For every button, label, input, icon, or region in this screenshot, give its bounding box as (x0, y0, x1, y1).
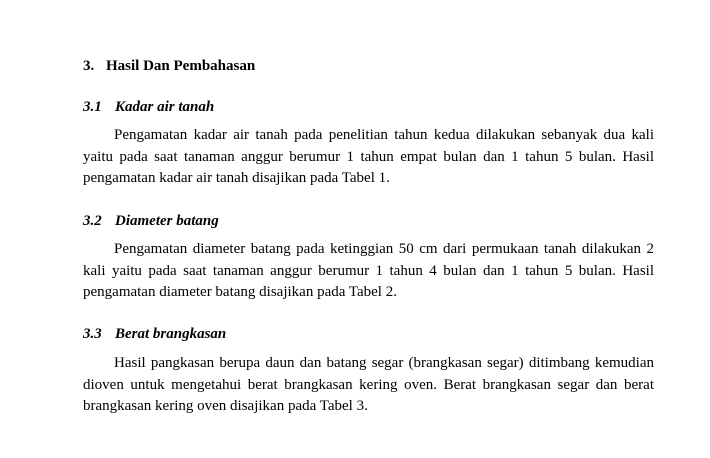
subsection-heading-3-3 (83, 324, 226, 344)
paragraph-berat-brangkasan: Hasil pangkasan berupa daun dan batang segar (brangkasan segar) ditimbang kemudian dioven untuk mengetahui berat brangkasan kering oven. Berat brangkasan segar dan berat brangkasan kering oven disajikan pada Tabel 3. (83, 355, 654, 414)
subsection-number: 3.2 (83, 213, 102, 229)
subsection-heading-3-1 (83, 97, 214, 117)
section-heading (83, 56, 255, 76)
section-heading-number: 3. (83, 58, 95, 74)
subsection-title: Kadar air tanah (115, 99, 215, 115)
subsection-title: Diameter batang (115, 213, 219, 229)
section-heading-title: Hasil Dan Pembahasan (106, 58, 256, 74)
subsection-title: Berat brangkasan (115, 326, 227, 342)
subsection-number: 3.1 (83, 99, 102, 115)
paragraph-diameter-batang: Pengamatan diameter batang pada ketinggian 50 cm dari permukaan tanah dilakukan 2 kali yaitu pada saat tanaman anggur berumur 1 tahun 4 bulan dan 1 tahun 5 bulan. Hasil pengamatan diameter batang disajikan pada Tabel 2. (83, 241, 654, 300)
subsection-number: 3.3 (83, 326, 102, 342)
paragraph-kadar-air-tanah: Pengamatan kadar air tanah pada penelitian tahun kedua dilakukan sebanyak dua kali yaitu pada saat tanaman anggur berumur 1 tahun empat bulan dan 1 tahun 5 bulan. Hasil pengamatan kadar air tanah disajikan pada Tabel 1. (83, 127, 654, 186)
subsection-heading-3-2 (83, 211, 219, 231)
